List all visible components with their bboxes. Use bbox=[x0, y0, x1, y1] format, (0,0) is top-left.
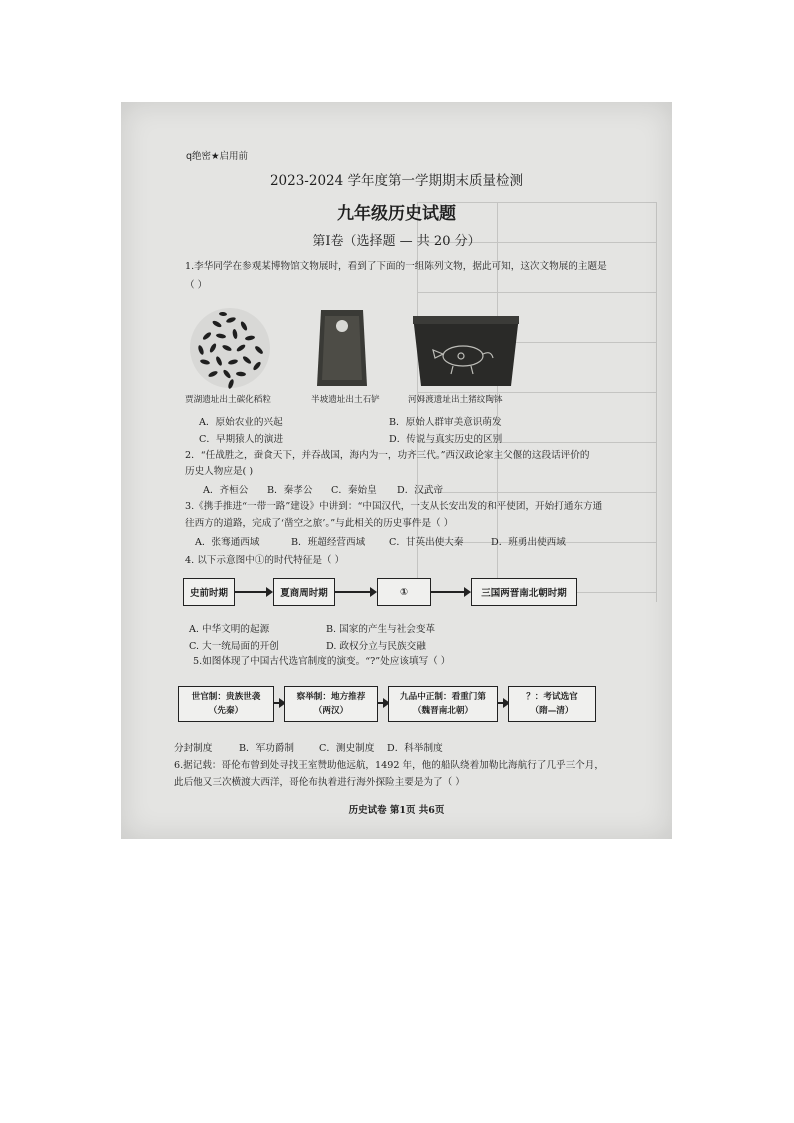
system-nine-rank-line1: 九品中正制：看重门第 bbox=[400, 692, 486, 702]
q1-option-d[interactable]: D．传说与真实历史的区别 bbox=[389, 434, 503, 445]
artifact-caption-shovel: 半坡遗址出土石铲 bbox=[311, 395, 380, 405]
q1-option-a[interactable]: A．原始农业的兴起 bbox=[199, 417, 283, 428]
artifact-caption-bowl: 河姆渡遗址出土猪纹陶钵 bbox=[408, 395, 503, 405]
page-footer: 历史试卷 第1页 共6页 bbox=[348, 805, 445, 816]
q6-stem-line1: 6.据记载：哥伦布曾到处寻找王室赞助他远航，1492 年，他的船队绕着加勒比海航行了几乎三个月， bbox=[174, 760, 604, 771]
confidential-label: q绝密★启用前 bbox=[186, 151, 249, 162]
system-nine-rank-line2: （魏晋南北朝） bbox=[412, 706, 474, 716]
system-hereditary-line1: 世官制：贵族世袭 bbox=[191, 692, 261, 702]
q2-stem-line1: 2．“任战胜之，蚕食天下，并吞战国，海内为一，功齐三代。”西汉政论家主父偃的这段话评价的 bbox=[185, 450, 590, 461]
exam-paper-photo bbox=[121, 102, 672, 839]
system-unknown-line2: （隋—清） bbox=[530, 706, 574, 716]
system-arrow-2 bbox=[378, 702, 384, 704]
system-unknown-line1: ？：考试选官 bbox=[526, 692, 578, 702]
q5-option-b[interactable]: B．军功爵制 bbox=[239, 743, 295, 754]
q2-option-d[interactable]: D．汉武帝 bbox=[397, 485, 444, 496]
q6-stem-line2: 此后他又三次横渡大西洋，哥伦布执着进行海外探险主要是为了（ ） bbox=[174, 777, 465, 788]
system-box-unknown bbox=[508, 686, 596, 722]
q5-option-d[interactable]: D．科举制度 bbox=[387, 743, 443, 754]
pig-pottery-bowl-icon bbox=[411, 312, 521, 390]
q1-stem-line1: 1.李华同学在参观某博物馆文物展时，看到了下面的一组陈列文物，据此可知，这次文物展的主题是 bbox=[185, 261, 607, 272]
flow-step-prehistoric: 史前时期 bbox=[183, 578, 235, 606]
q1-stem-line2: （ ） bbox=[185, 280, 208, 291]
flow-arrow-1 bbox=[235, 591, 267, 593]
q4-stem: 4. 以下示意图中①的时代特征是（ ） bbox=[185, 555, 345, 566]
q1-option-c[interactable]: C．早期猿人的演进 bbox=[199, 434, 284, 445]
system-arrow-1 bbox=[274, 702, 280, 704]
q3-stem-line2: 往西方的道路，完成了‘凿空之旅’。”与此相关的历史事件是（ ） bbox=[185, 518, 454, 529]
q4-option-b[interactable]: B. 国家的产生与社会变革 bbox=[326, 624, 436, 635]
q5-option-a[interactable]: 分封制度 bbox=[174, 743, 213, 754]
flow-step-xia-shang-zhou: 夏商周时期 bbox=[273, 578, 335, 606]
system-box-hereditary bbox=[178, 686, 274, 722]
q5-stem: 5.如图体现了中国古代选官制度的演变。“?”处应该填写（ ） bbox=[193, 656, 451, 667]
system-box-nine-rank bbox=[388, 686, 498, 722]
flow-arrow-2 bbox=[335, 591, 371, 593]
q2-option-a[interactable]: A．齐桓公 bbox=[203, 485, 249, 496]
flow-step-blank-1: ① bbox=[377, 578, 431, 606]
q3-option-c[interactable]: C．甘英出使大秦 bbox=[389, 537, 464, 548]
q3-option-b[interactable]: B．班超经营西域 bbox=[291, 537, 366, 548]
q5-option-c[interactable]: C．测史制度 bbox=[319, 743, 375, 754]
q3-stem-line1: 3.《携手推进“一带一路”建设》中讲到：“中国汉代，一支从长安出发的和平使团，开始打通东方通 bbox=[185, 501, 603, 512]
system-recommendation-line2: （两汉） bbox=[313, 706, 349, 716]
subject-title: 九年级历史试题 bbox=[337, 204, 456, 224]
q1-option-b[interactable]: B．原始人群审美意识萌发 bbox=[389, 417, 502, 428]
q4-option-a[interactable]: A. 中华文明的起源 bbox=[189, 624, 270, 635]
q2-stem-line2: 历史人物应是( ) bbox=[185, 466, 254, 477]
q4-option-d[interactable]: D. 政权分立与民族交融 bbox=[326, 641, 426, 652]
q4-option-c[interactable]: C. 大一统局面的开创 bbox=[189, 641, 279, 652]
artifact-caption-rice: 贾湖遗址出土碳化稻粒 bbox=[185, 395, 271, 405]
system-recommendation-line1: 察举制：地方推荐 bbox=[296, 692, 366, 702]
q3-option-d[interactable]: D．班勇出使西域 bbox=[491, 537, 566, 548]
q2-option-b[interactable]: B．秦孝公 bbox=[267, 485, 313, 496]
section-title: 第Ⅰ卷（选择题 — 共 20 分） bbox=[312, 234, 481, 249]
carbonized-rice-icon bbox=[187, 306, 273, 390]
system-arrow-3 bbox=[498, 702, 504, 704]
flow-arrow-3 bbox=[431, 591, 465, 593]
stone-shovel-icon bbox=[313, 306, 371, 390]
q3-option-a[interactable]: A．张骞通西域 bbox=[195, 537, 260, 548]
system-hereditary-line2: （先秦） bbox=[208, 706, 244, 716]
q2-option-c[interactable]: C．秦始皇 bbox=[331, 485, 377, 496]
system-box-recommendation bbox=[284, 686, 378, 722]
exam-title: 2023-2024 学年度第一学期期末质量检测 bbox=[269, 173, 524, 189]
flow-step-three-kingdoms: 三国两晋南北朝时期 bbox=[471, 578, 577, 606]
